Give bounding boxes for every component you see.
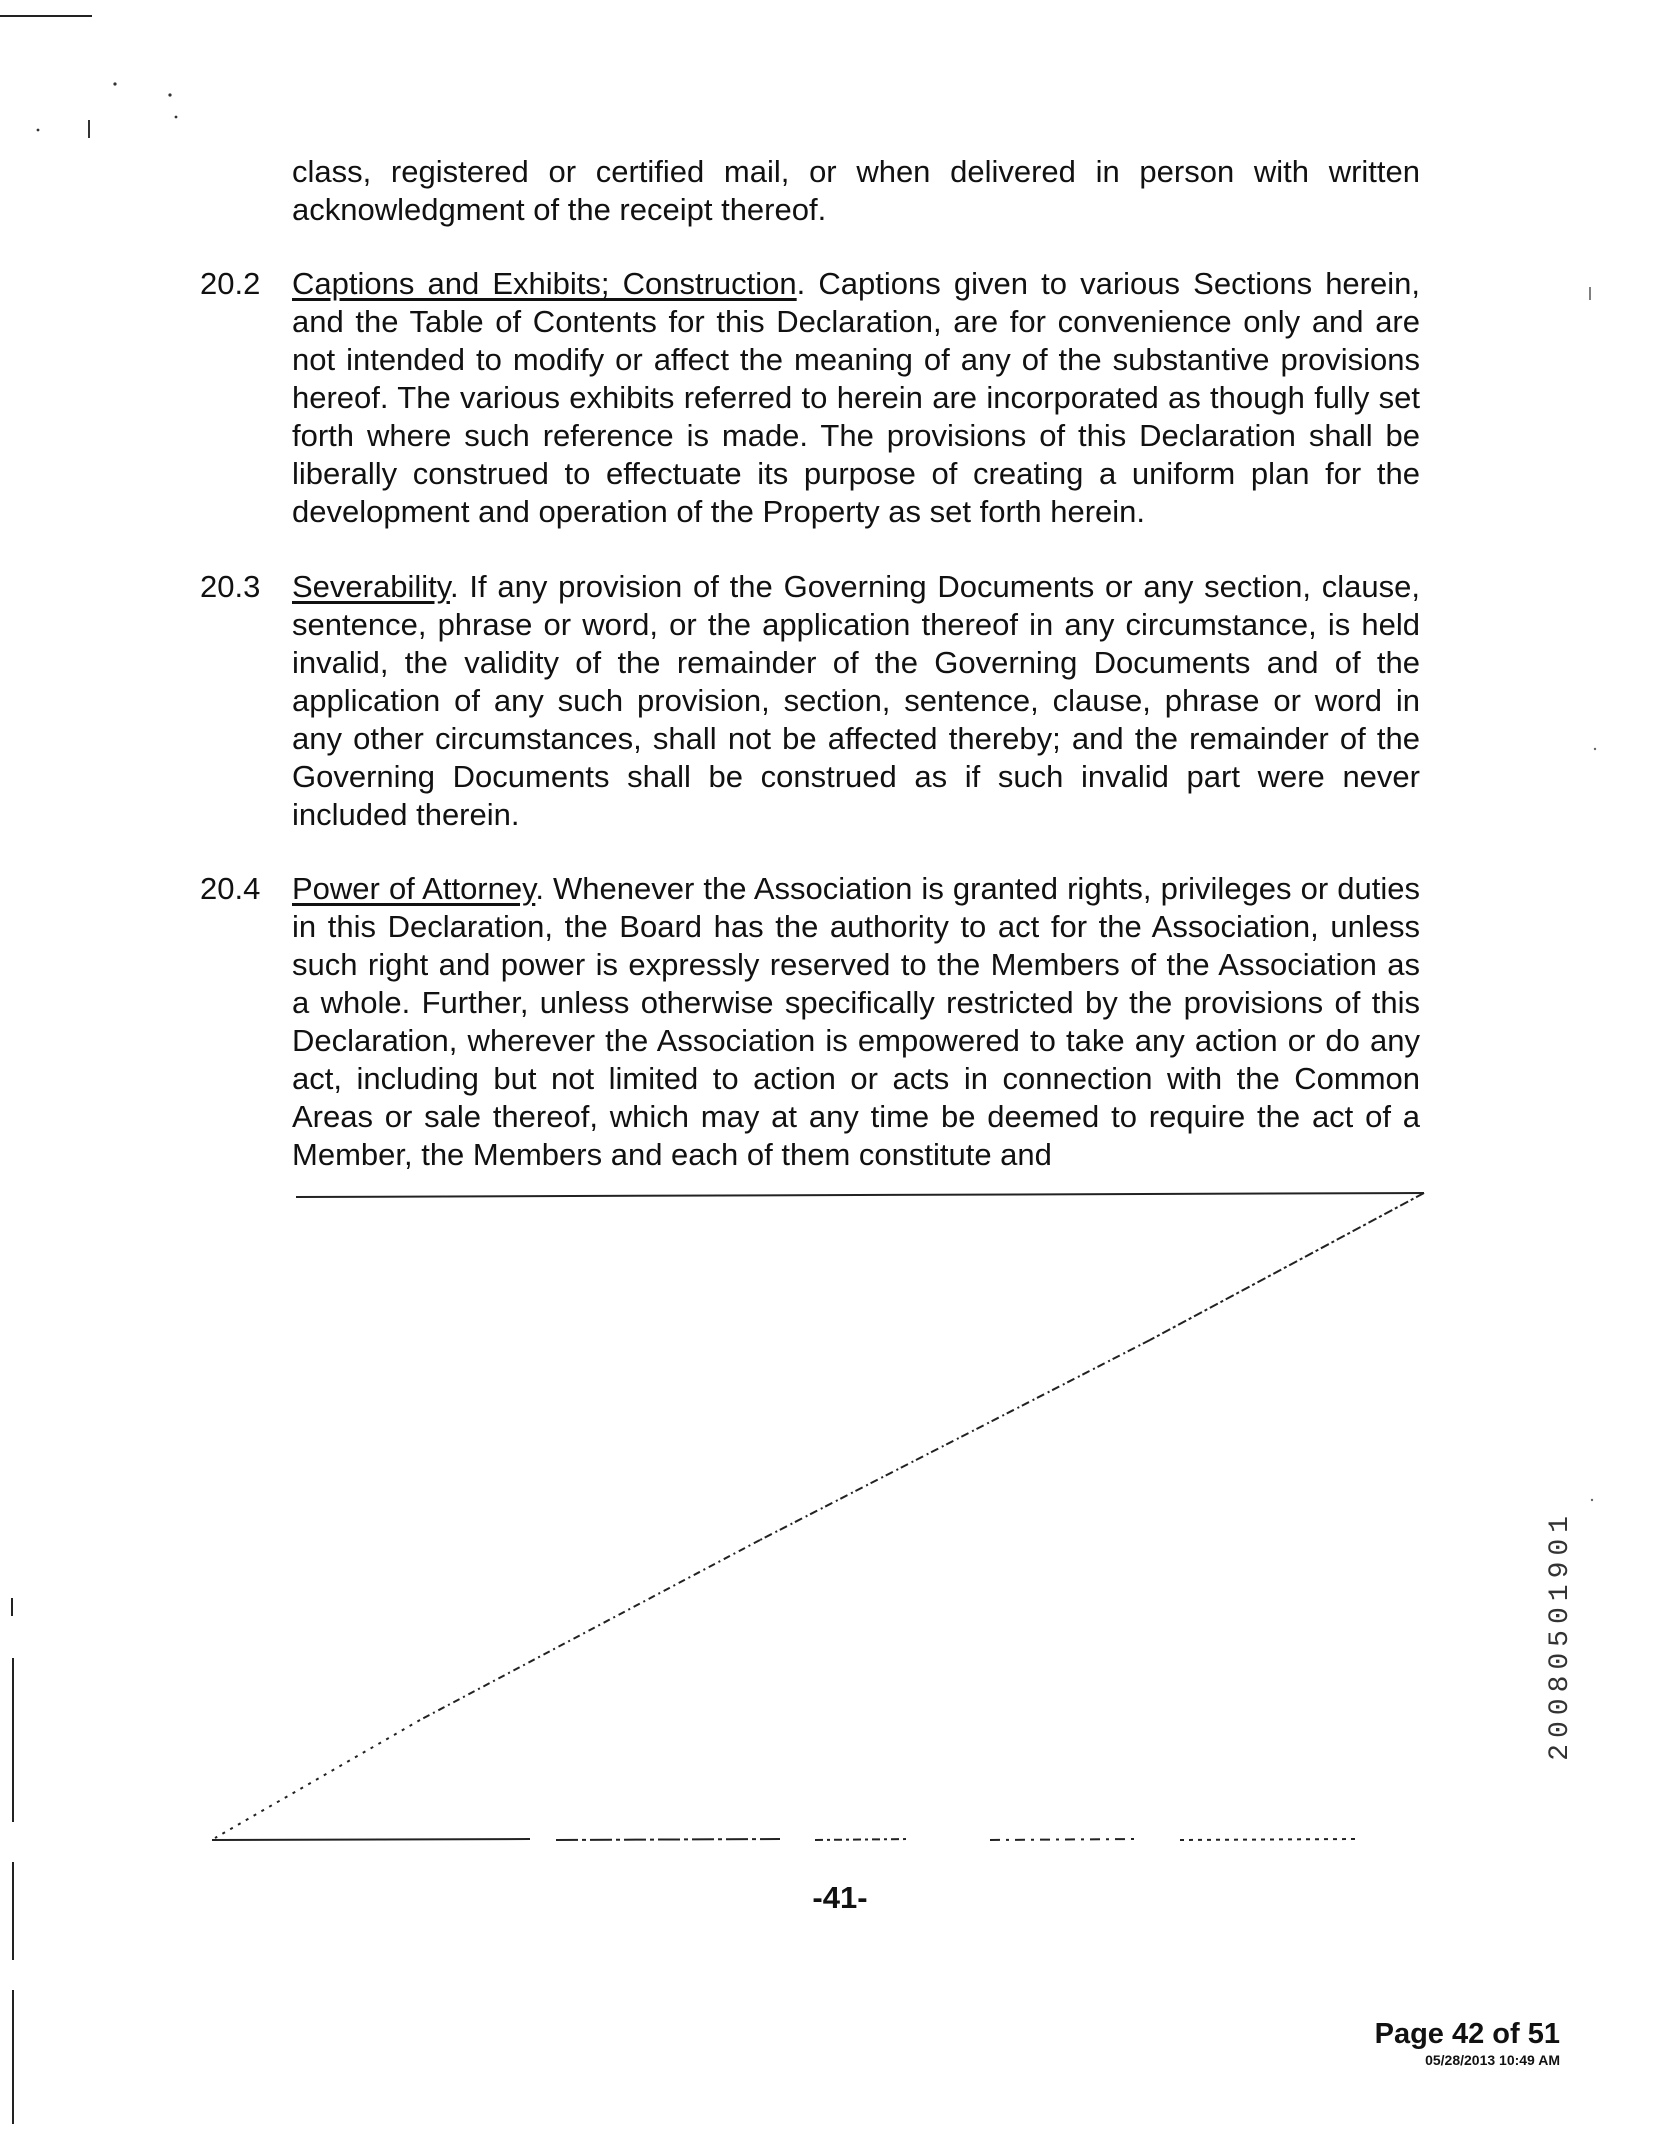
blank-area-diagonal — [420, 1540, 760, 1720]
recording-number-stamp: 20080501901 — [1545, 1510, 1576, 1761]
scan-speck — [113, 82, 116, 85]
blank-area-bottom-rule — [815, 1839, 910, 1840]
section-number: 20.3 — [200, 569, 261, 604]
section-body — [292, 870, 1420, 1174]
blank-area-bottom-rule — [1180, 1839, 1355, 1840]
scan-speck — [1591, 1499, 1593, 1501]
blank-area-bottom-rule — [556, 1839, 780, 1840]
blank-area-top-rule — [296, 1193, 1424, 1197]
section-text: . If any provision of the Governing Documents or any section, clause, sentence, phrase or word, or the application thereof in any circumstance, is held invalid, the validity of the remainder of the Governing Documents and of the application of any such provision, section, sentence, clause, phrase or word in any other circumstances, shall not be affected thereby; and the remainder of the Governing Documents shall be construed as if such invalid part were never included therein. — [292, 569, 1420, 832]
scan-speck — [37, 129, 40, 132]
section-caption: Power of Attorney — [292, 871, 536, 906]
print-timestamp: 05/28/2013 10:49 AM — [1425, 2052, 1560, 2068]
scan-speck — [175, 116, 178, 119]
blank-area-bottom-rule — [212, 1839, 530, 1840]
scan-speck — [168, 93, 171, 96]
section-caption: Severability — [292, 569, 450, 604]
section-text: . Whenever the Association is granted rights, privileges or duties in this Declaration, the Board has the authority to act for the Association, unless such right and power is expressly reserved to the Members of the Association as a whole. Further, unless otherwise specifically restricted by the provisions of this Declaration, wherever the Association is empowered to take any action or do any act, including but not limited to action or acts in connection with the Common Areas or sale thereof, which may at any time be deemed to require the act of a Member, the Members and each of them constitute and — [292, 871, 1420, 1172]
continuation-paragraph: class, registered or certified mail, or when delivered in person with written acknowledgment of the receipt thereof. — [292, 154, 1420, 227]
section-20-4 — [200, 870, 1424, 1174]
scan-speck — [1594, 748, 1596, 750]
section-body — [292, 265, 1420, 531]
section-text: . Captions given to various Sections herein, and the Table of Contents for this Declaration, are for convenience only and are not intended to modify or affect the meaning of any of the substantive provisions hereof. The various exhibits referred to herein are incorporated as though fully set forth where such reference is made. The provisions of this Declaration shall be liberally construed to effectuate its purpose of creating a uniform plan for the development and operation of the Property as set forth herein. — [292, 266, 1420, 529]
blank-area-bottom-rule — [990, 1839, 1140, 1840]
section-number: 20.4 — [200, 871, 261, 906]
page-number: -41- — [812, 1880, 868, 1915]
page-counter: Page 42 of 51 — [1374, 2018, 1560, 2050]
blank-area-diagonal — [1150, 1193, 1424, 1340]
section-20-2 — [200, 265, 1424, 531]
section-number: 20.2 — [200, 266, 261, 301]
blank-area-diagonal — [215, 1720, 420, 1838]
section-20-3 — [200, 568, 1424, 834]
blank-area-diagonal — [760, 1340, 1150, 1540]
section-caption: Captions and Exhibits; Construction — [292, 266, 797, 301]
section-body — [292, 568, 1420, 834]
